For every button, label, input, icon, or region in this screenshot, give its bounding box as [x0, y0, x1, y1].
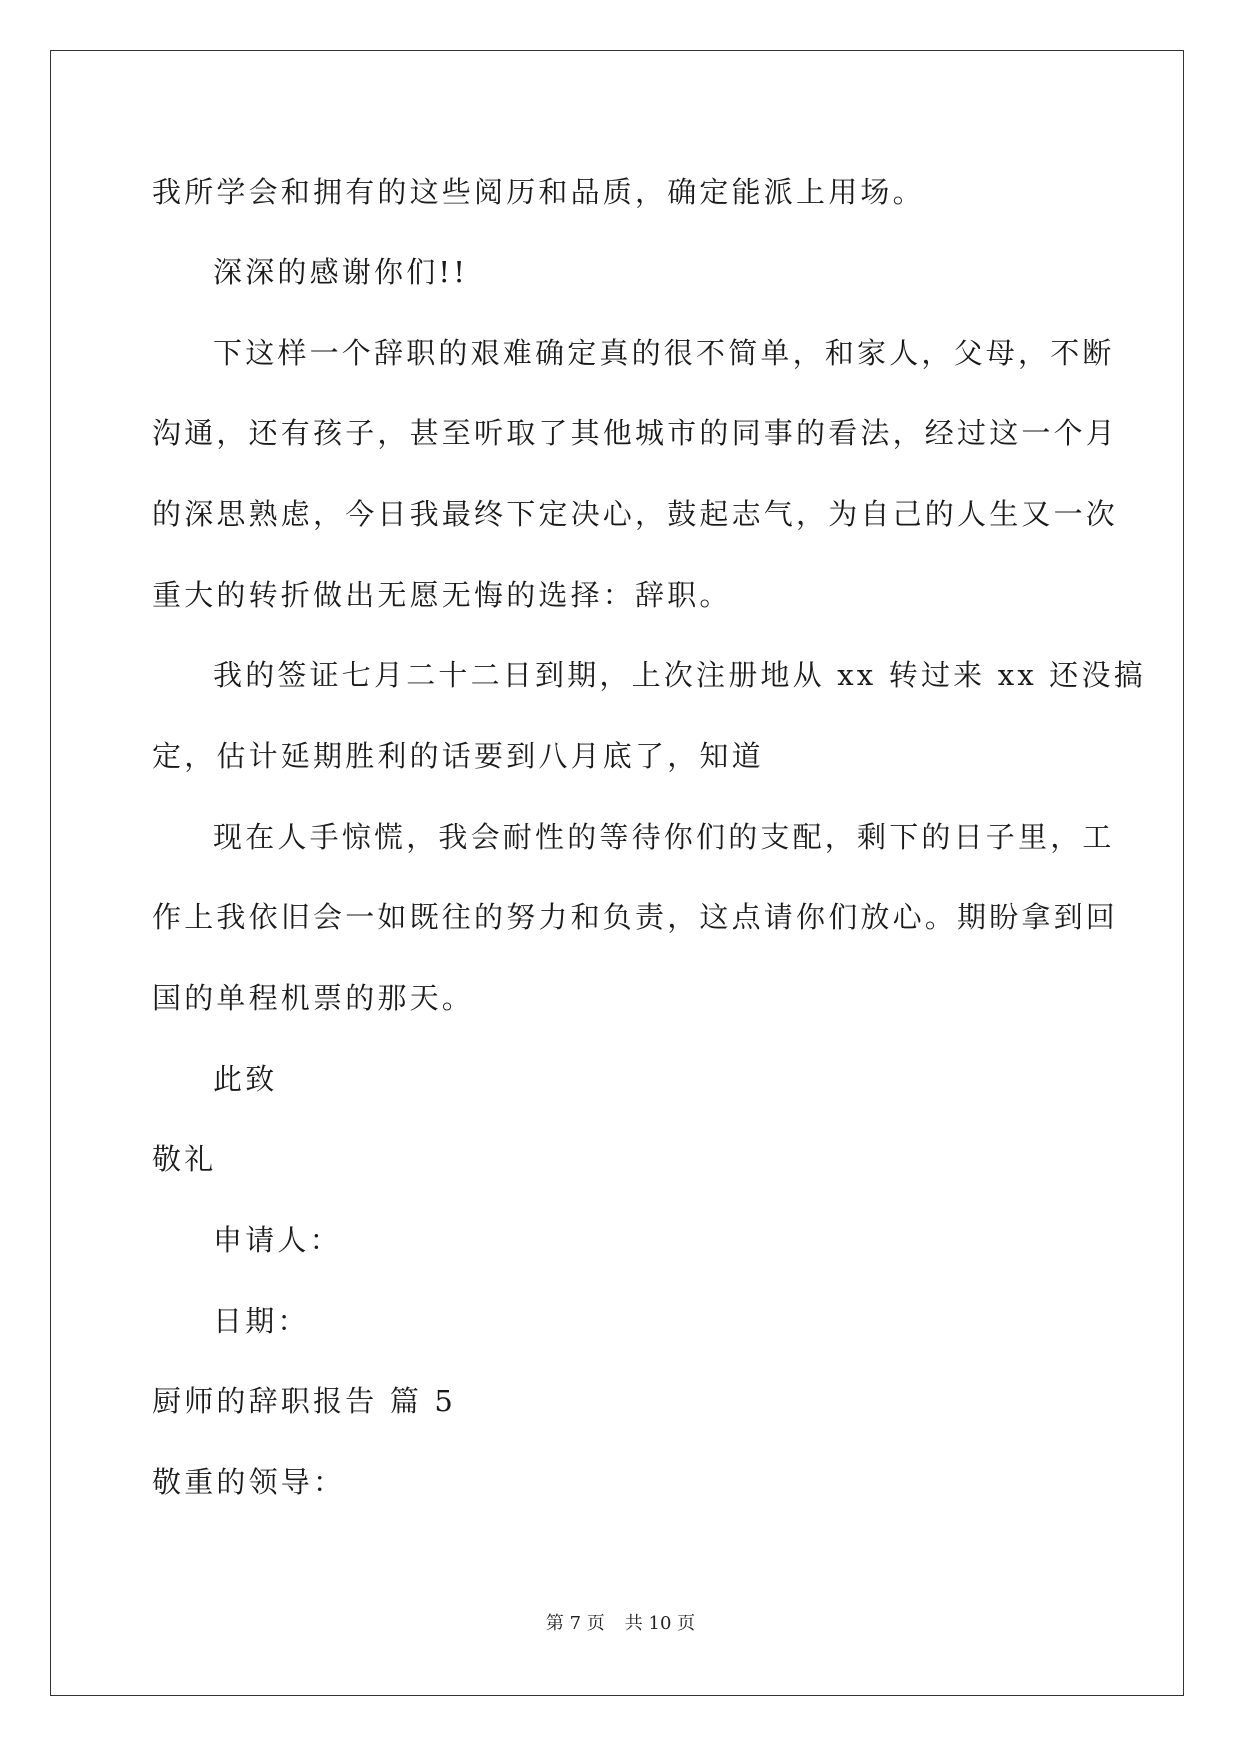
text-line: 深深的感谢你们!! — [213, 255, 469, 289]
text-line: 沟通，还有孩子，甚至听取了其他城市的同事的看法，经过这一个月 — [152, 416, 1119, 450]
text-line: 定，估计延期胜利的话要到八月底了，知道 — [152, 739, 764, 773]
salutation: 敬礼 — [152, 1142, 217, 1176]
page-number: 第 7 页 — [545, 1613, 605, 1634]
text-line: 下这样一个辞职的艰难确定真的很不简单，和家人，父母，不断 — [213, 336, 1115, 370]
text-line: 我的签证七月二十二日到期，上次注册地从 xx 转过来 xx 还没搞 — [213, 658, 1146, 692]
text-line: 的深思熟虑，今日我最终下定决心，鼓起志气，为自己的人生又一次 — [152, 497, 1119, 531]
text-line: 重大的转折做出无愿无悔的选择：辞职。 — [152, 578, 732, 612]
date-label: 日期： — [213, 1304, 310, 1338]
greeting: 敬重的领导： — [152, 1465, 346, 1499]
text-line: 现在人手惊慌，我会耐性的等待你们的支配，剩下的日子里，工 — [213, 820, 1115, 854]
page-footer — [0, 1612, 1241, 1636]
applicant-label: 申请人： — [213, 1223, 342, 1257]
page-total: 共 10 页 — [624, 1613, 696, 1634]
text-line: 我所学会和拥有的这些阅历和品质，确定能派上用场。 — [152, 175, 925, 209]
section-title: 厨师的辞职报告 篇 5 — [152, 1384, 457, 1418]
closing-phrase: 此致 — [213, 1062, 278, 1096]
text-line: 作上我依旧会一如既往的努力和负责，这点请你们放心。期盼拿到回 — [152, 900, 1119, 934]
page-border — [50, 50, 1184, 1696]
text-line: 国的单程机票的那天。 — [152, 981, 475, 1015]
